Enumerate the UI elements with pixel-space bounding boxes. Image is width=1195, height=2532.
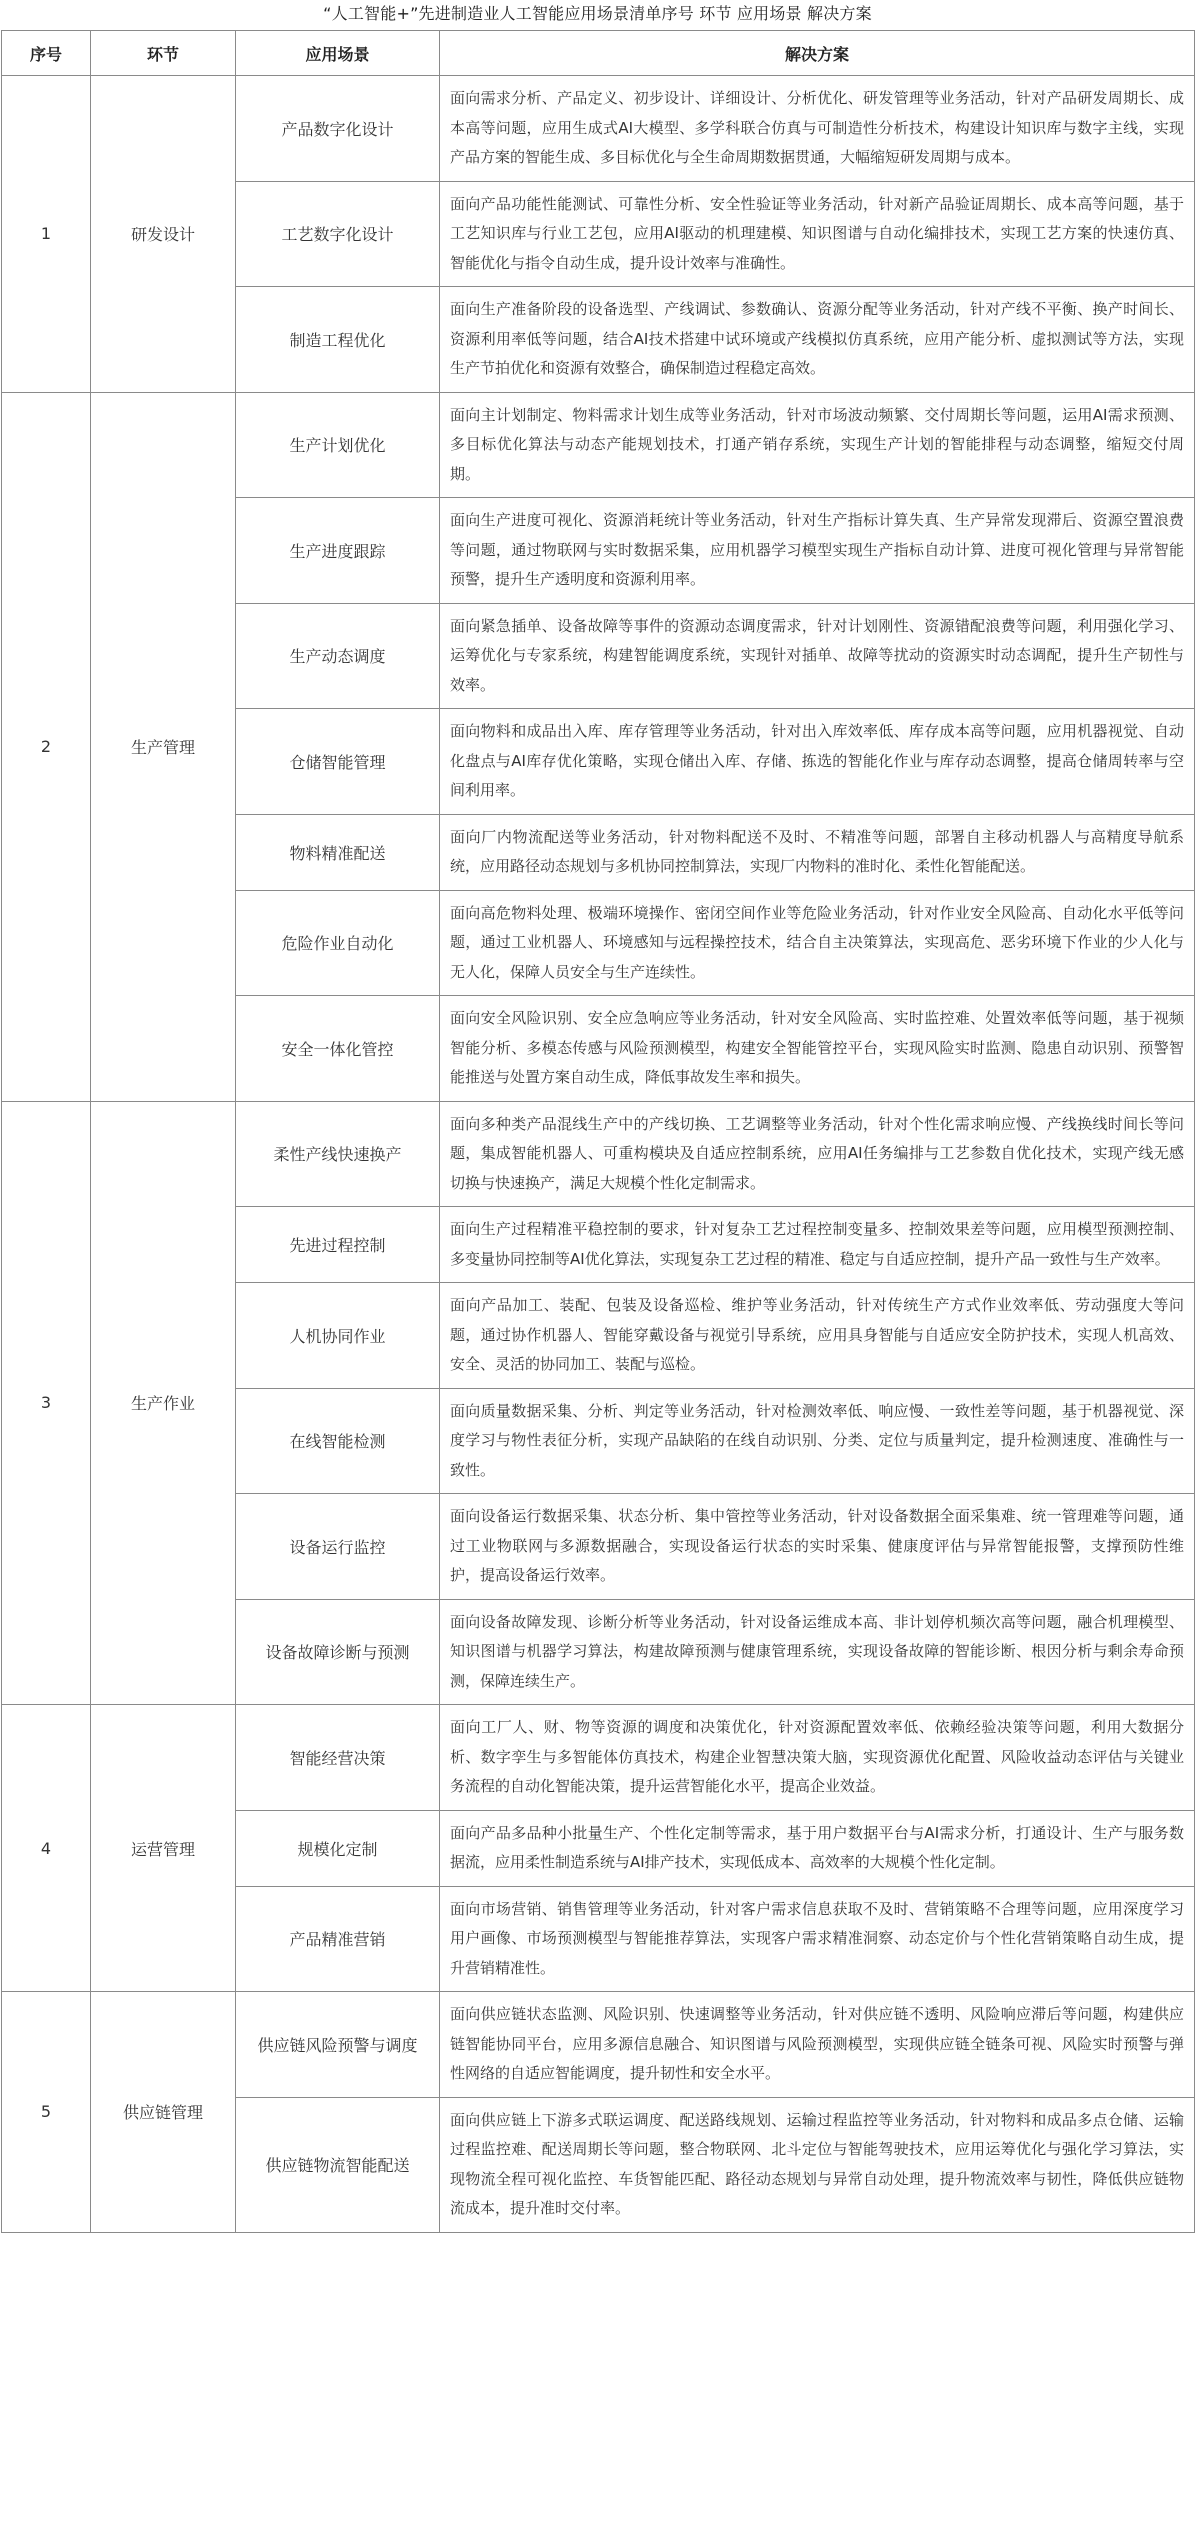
solution-text: 面向生产进度可视化、资源消耗统计等业务活动，针对生产指标计算失真、生产异常发现滞后、资源空置浪费等问题，通过物联网与实时数据采集，应用机器学习模型实现生产指标自动计算、进度可视化管理与异常智能预警，提升生产透明度和资源利用率。 xyxy=(440,498,1195,604)
table-row xyxy=(2,76,1195,182)
scene-name: 工艺数字化设计 xyxy=(236,181,440,287)
group-number: 4 xyxy=(2,1705,91,1992)
solution-text: 面向供应链状态监测、风险识别、快速调整等业务活动，针对供应链不透明、风险响应滞后等问题，构建供应链智能协同平台，应用多源信息融合、知识图谱与风险预测模型，实现供应链全链条可视、风险实时预警与弹性网络的自适应智能调度，提升韧性和安全水平。 xyxy=(440,1992,1195,2098)
document-title: “人工智能+”先进制造业人工智能应用场景清单序号 环节 应用场景 解决方案 xyxy=(323,4,872,23)
solution-text: 面向设备运行数据采集、状态分析、集中管控等业务活动，针对设备数据全面采集难、统一管理难等问题，通过工业物联网与多源数据融合，实现设备运行状态的实时采集、健康度评估与异常智能报警，支撑预防性维护，提高设备运行效率。 xyxy=(440,1494,1195,1600)
group-number: 3 xyxy=(2,1101,91,1705)
table-header-row xyxy=(2,31,1195,76)
scene-name: 制造工程优化 xyxy=(236,287,440,393)
header-num: 序号 xyxy=(2,31,91,76)
scene-name: 在线智能检测 xyxy=(236,1388,440,1494)
solution-text: 面向供应链上下游多式联运调度、配送路线规划、运输过程监控等业务活动，针对物料和成品多点仓储、运输过程监控难、配送周期长等问题，整合物联网、北斗定位与智能驾驶技术，应用运筹优化与强化学习算法，实现物流全程可视化监控、车货智能匹配、路径动态规划与异常自动处理，提升物流效率与韧性，降低供应链物流成本，提升准时交付率。 xyxy=(440,2097,1195,2232)
solution-text: 面向产品功能性能测试、可靠性分析、安全性验证等业务活动，针对新产品验证周期长、成本高等问题，基于工艺知识库与行业工艺包，应用AI驱动的机理建模、知识图谱与自动化编排技术，实现工艺方案的快速仿真、智能优化与指令自动生成，提升设计效率与准确性。 xyxy=(440,181,1195,287)
solution-text: 面向物料和成品出入库、库存管理等业务活动，针对出入库效率低、库存成本高等问题，应用机器视觉、自动化盘点与AI库存优化策略，实现仓储出入库、存储、拣选的智能化作业与库存动态调整，提高仓储周转率与空间利用率。 xyxy=(440,709,1195,815)
solution-text: 面向主计划制定、物料需求计划生成等业务活动，针对市场波动频繁、交付周期长等问题，运用AI需求预测、多目标优化算法与动态产能规划技术，打通产销存系统，实现生产计划的智能排程与动态调整，缩短交付周期。 xyxy=(440,392,1195,498)
scene-name: 供应链物流智能配送 xyxy=(236,2097,440,2232)
solution-text: 面向紧急插单、设备故障等事件的资源动态调度需求，针对计划刚性、资源错配浪费等问题，利用强化学习、运筹优化与专家系统，构建智能调度系统，实现针对插单、故障等扰动的资源实时动态调配，提升生产韧性与效率。 xyxy=(440,603,1195,709)
table-row xyxy=(2,1101,1195,1207)
solution-text: 面向市场营销、销售管理等业务活动，针对客户需求信息获取不及时、营销策略不合理等问题，应用深度学习用户画像、市场预测模型与智能推荐算法，实现客户需求精准洞察、动态定价与个性化营销策略自动生成，提升营销精准性。 xyxy=(440,1886,1195,1992)
scene-name: 供应链风险预警与调度 xyxy=(236,1992,440,2098)
table-row xyxy=(2,1992,1195,2098)
group-stage: 供应链管理 xyxy=(91,1992,236,2233)
solution-text: 面向工厂人、财、物等资源的调度和决策优化，针对资源配置效率低、依赖经验决策等问题，利用大数据分析、数字孪生与多智能体仿真技术，构建企业智慧决策大脑，实现资源优化配置、风险收益动态评估与关键业务流程的自动化智能决策，提升运营智能化水平，提高企业效益。 xyxy=(440,1705,1195,1811)
group-stage: 研发设计 xyxy=(91,76,236,393)
scene-name: 安全一体化管控 xyxy=(236,996,440,1102)
solution-text: 面向多种类产品混线生产中的产线切换、工艺调整等业务活动，针对个性化需求响应慢、产线换线时间长等问题，集成智能机器人、可重构模块及自适应控制系统，应用AI任务编排与工艺参数自优化技术，实现产线无感切换与快速换产，满足大规模个性化定制需求。 xyxy=(440,1101,1195,1207)
group-number: 2 xyxy=(2,392,91,1101)
scene-name: 智能经营决策 xyxy=(236,1705,440,1811)
scene-name: 生产动态调度 xyxy=(236,603,440,709)
table-row xyxy=(2,392,1195,498)
group-stage: 生产作业 xyxy=(91,1101,236,1705)
scenario-table xyxy=(1,30,1195,2233)
scene-name: 先进过程控制 xyxy=(236,1207,440,1283)
solution-text: 面向生产准备阶段的设备选型、产线调试、参数确认、资源分配等业务活动，针对产线不平衡、换产时间长、资源利用率低等问题，结合AI技术搭建中试环境或产线模拟仿真系统，应用产能分析、虚拟测试等方法，实现生产节拍优化和资源有效整合，确保制造过程稳定高效。 xyxy=(440,287,1195,393)
header-scene: 应用场景 xyxy=(236,31,440,76)
scene-name: 产品数字化设计 xyxy=(236,76,440,182)
solution-text: 面向设备故障发现、诊断分析等业务活动，针对设备运维成本高、非计划停机频次高等问题，融合机理模型、知识图谱与机器学习算法，构建故障预测与健康管理系统，实现设备故障的智能诊断、根因分析与剩余寿命预测，保障连续生产。 xyxy=(440,1599,1195,1705)
scene-name: 柔性产线快速换产 xyxy=(236,1101,440,1207)
group-number: 5 xyxy=(2,1992,91,2233)
table-body xyxy=(2,76,1195,2233)
table-row xyxy=(2,1705,1195,1811)
group-number: 1 xyxy=(2,76,91,393)
solution-text: 面向厂内物流配送等业务活动，针对物料配送不及时、不精准等问题，部署自主移动机器人与高精度导航系统，应用路径动态规划与多机协同控制算法，实现厂内物料的准时化、柔性化智能配送。 xyxy=(440,814,1195,890)
scene-name: 设备故障诊断与预测 xyxy=(236,1599,440,1705)
header-stage: 环节 xyxy=(91,31,236,76)
header-solution: 解决方案 xyxy=(440,31,1195,76)
scene-name: 设备运行监控 xyxy=(236,1494,440,1600)
solution-text: 面向高危物料处理、极端环境操作、密闭空间作业等危险业务活动，针对作业安全风险高、自动化水平低等问题，通过工业机器人、环境感知与远程操控技术，结合自主决策算法，实现高危、恶劣环境下作业的少人化与无人化，保障人员安全与生产连续性。 xyxy=(440,890,1195,996)
solution-text: 面向安全风险识别、安全应急响应等业务活动，针对安全风险高、实时监控难、处置效率低等问题，基于视频智能分析、多模态传感与风险预测模型，构建安全智能管控平台，实现风险实时监测、隐患自动识别、预警智能推送与处置方案自动生成，降低事故发生率和损失。 xyxy=(440,996,1195,1102)
solution-text: 面向生产过程精准平稳控制的要求，针对复杂工艺过程控制变量多、控制效果差等问题，应用模型预测控制、多变量协同控制等AI优化算法，实现复杂工艺过程的精准、稳定与自适应控制，提升产品一致性与生产效率。 xyxy=(440,1207,1195,1283)
solution-text: 面向产品加工、装配、包装及设备巡检、维护等业务活动，针对传统生产方式作业效率低、劳动强度大等问题，通过协作机器人、智能穿戴设备与视觉引导系统，应用具身智能与自适应安全防护技术，实现人机高效、安全、灵活的协同加工、装配与巡检。 xyxy=(440,1283,1195,1389)
scene-name: 仓储智能管理 xyxy=(236,709,440,815)
solution-text: 面向产品多品种小批量生产、个性化定制等需求，基于用户数据平台与AI需求分析，打通设计、生产与服务数据流，应用柔性制造系统与AI排产技术，实现低成本、高效率的大规模个性化定制。 xyxy=(440,1810,1195,1886)
scene-name: 物料精准配送 xyxy=(236,814,440,890)
group-stage: 生产管理 xyxy=(91,392,236,1101)
scene-name: 生产进度跟踪 xyxy=(236,498,440,604)
scene-name: 规模化定制 xyxy=(236,1810,440,1886)
scene-name: 人机协同作业 xyxy=(236,1283,440,1389)
scene-name: 产品精准营销 xyxy=(236,1886,440,1992)
scene-name: 危险作业自动化 xyxy=(236,890,440,996)
scene-name: 生产计划优化 xyxy=(236,392,440,498)
group-stage: 运营管理 xyxy=(91,1705,236,1992)
solution-text: 面向质量数据采集、分析、判定等业务活动，针对检测效率低、响应慢、一致性差等问题，基于机器视觉、深度学习与物性表征分析，实现产品缺陷的在线自动识别、分类、定位与质量判定，提升检测速度、准确性与一致性。 xyxy=(440,1388,1195,1494)
solution-text: 面向需求分析、产品定义、初步设计、详细设计、分析优化、研发管理等业务活动，针对产品研发周期长、成本高等问题，应用生成式AI大模型、多学科联合仿真与可制造性分析技术，构建设计知识库与数字主线，实现产品方案的智能生成、多目标优化与全生命周期数据贯通，大幅缩短研发周期与成本。 xyxy=(440,76,1195,182)
